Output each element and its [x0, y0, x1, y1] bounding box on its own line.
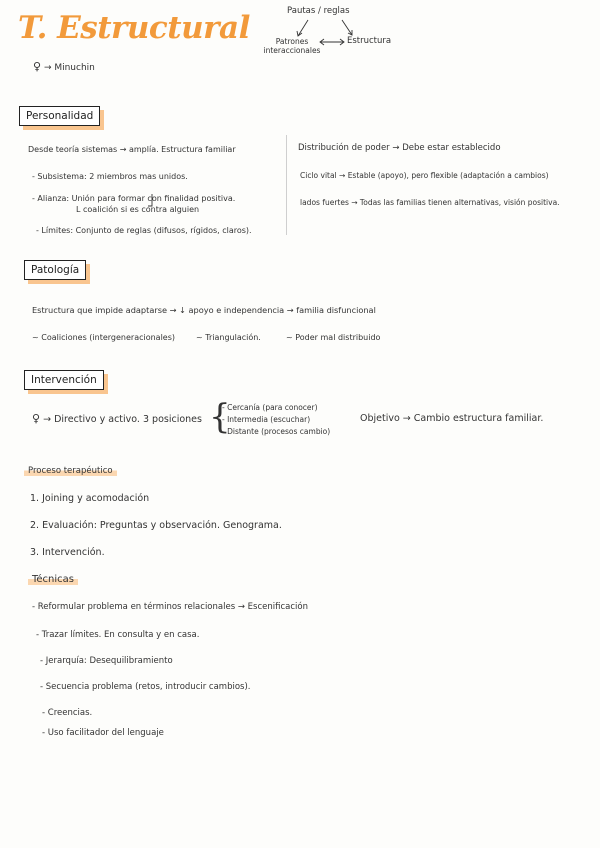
objetivo-line: Objetivo → Cambio estructura familiar. — [360, 413, 544, 424]
position-distante: - Distante (procesos cambio) — [222, 427, 331, 436]
proceso-step-2: 2. Evaluación: Preguntas y observación. Genograma. — [30, 520, 282, 531]
diagram-right: Estructura — [347, 36, 392, 46]
tecnica-4: - Secuencia problema (retos, introducir cambios). — [40, 682, 251, 692]
diagram-top: Pautas / reglas — [287, 6, 350, 16]
section-personalidad-header: Personalidad — [19, 106, 100, 126]
tecnica-2: - Trazar límites. En consulta y en casa. — [36, 630, 200, 640]
brace: { — [209, 397, 231, 437]
proceso-step-1: 1. Joining y acomodación — [30, 493, 150, 504]
diagram-left: Patrones interaccionales — [263, 37, 321, 55]
section-intervencion-header: Intervención — [24, 370, 104, 390]
page-title: T. Estructural — [18, 10, 250, 46]
patologia-poder: ~ Poder mal distribuido — [286, 333, 381, 342]
section-proceso-header: Proceso terapéutico — [24, 466, 117, 476]
personalidad-line-4: L coalición si es contra alguien — [76, 205, 200, 214]
poder-line: Distribución de poder → Debe estar establecido — [298, 143, 501, 153]
column-divider — [286, 135, 287, 235]
personalidad-line-3: - Alianza: Unión para formar con finalidad positiva. — [32, 194, 236, 203]
lados-fuertes-line: lados fuertes → Todas las familias tienen alternativas, visión positiva. — [300, 198, 560, 207]
personalidad-line-1: Desde teoría sistemas → amplía. Estructura familiar — [28, 145, 236, 154]
author-line: ♀ → Minuchin — [33, 60, 95, 73]
personalidad-line-5: - Límites: Conjunto de reglas (difusos, rígidos, claros). — [36, 226, 252, 235]
position-intermedia: - Intermedia (escuchar) — [222, 415, 311, 424]
tecnica-1: - Reformular problema en términos relacionales → Escenificación — [32, 602, 308, 612]
person-icon: ♀ — [32, 412, 41, 425]
position-cercania: - Cercanía (para conocer) — [222, 403, 318, 412]
patologia-triangulacion: ~ Triangulación. — [196, 333, 261, 342]
tecnica-6: - Uso facilitador del lenguaje — [42, 728, 164, 738]
alianza-connector — [146, 192, 166, 212]
diagram-arrows — [270, 10, 390, 60]
section-patologia-header: Patología — [24, 260, 86, 280]
patologia-coaliciones: ~ Coaliciones (intergeneracionales) — [32, 333, 176, 342]
proceso-step-3: 3. Intervención. — [30, 547, 105, 558]
patologia-line-1: Estructura que impide adaptarse → ↓ apoyo e independencia → familia disfuncional — [32, 305, 376, 315]
ciclo-vital-line: Ciclo vital → Estable (apoyo), pero flexible (adaptación a cambios) — [300, 171, 549, 180]
section-tecnicas-header: Técnicas — [28, 574, 78, 585]
tecnica-3: - Jerarquía: Desequilibramiento — [40, 656, 173, 666]
intervencion-main: ♀ → Directivo y activo. 3 posiciones — [32, 412, 202, 425]
person-icon: ♀ — [33, 60, 42, 73]
personalidad-line-2: - Subsistema: 2 miembros mas unidos. — [32, 172, 188, 181]
tecnica-5: - Creencias. — [42, 708, 93, 718]
